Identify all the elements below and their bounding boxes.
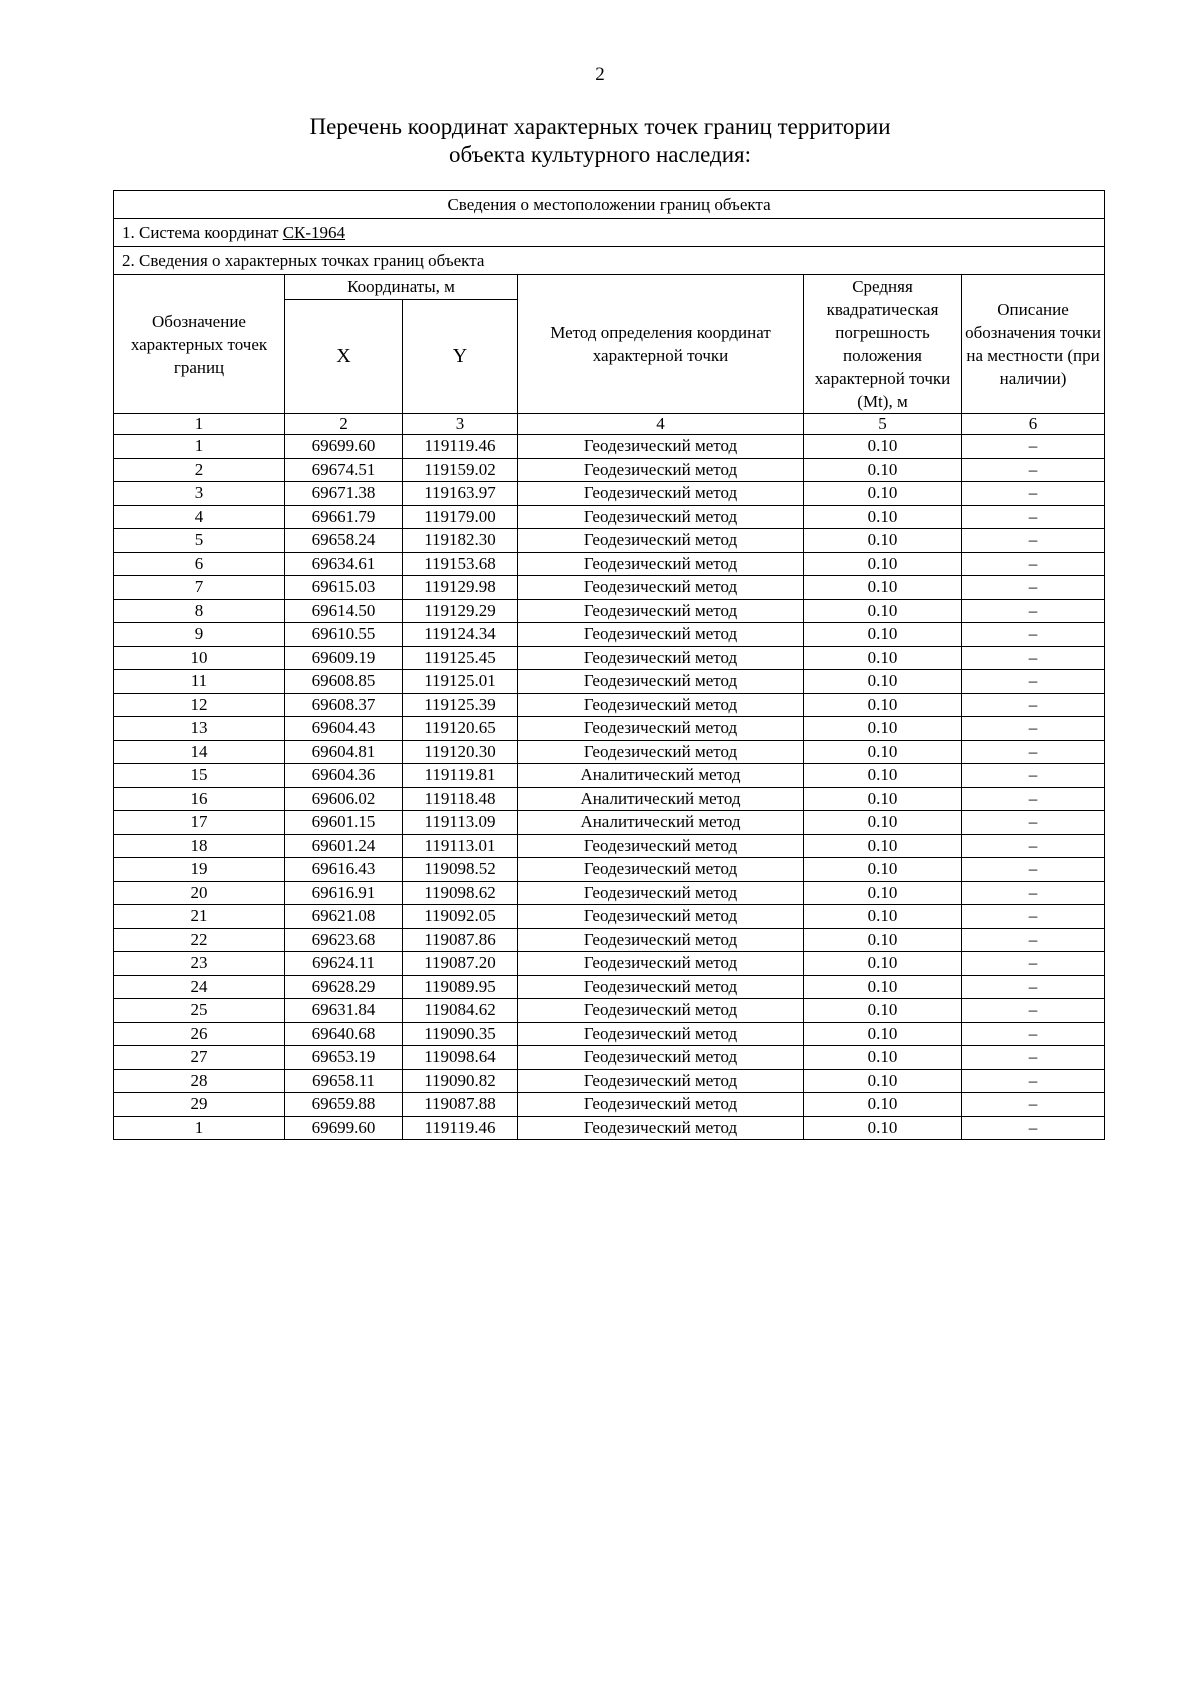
method-cell: Геодезический метод bbox=[518, 693, 804, 717]
point-number: 14 bbox=[114, 740, 285, 764]
error-cell: 0.10 bbox=[804, 975, 962, 999]
y-coordinate: 119125.39 bbox=[403, 693, 518, 717]
point-number: 24 bbox=[114, 975, 285, 999]
x-coordinate: 69604.43 bbox=[285, 717, 403, 741]
description-cell: – bbox=[962, 881, 1105, 905]
method-cell: Геодезический метод bbox=[518, 482, 804, 506]
method-cell: Геодезический метод bbox=[518, 1116, 804, 1140]
page-number: 2 bbox=[595, 64, 605, 85]
x-coordinate: 69661.79 bbox=[285, 505, 403, 529]
error-cell: 0.10 bbox=[804, 811, 962, 835]
method-cell: Геодезический метод bbox=[518, 1069, 804, 1093]
method-cell: Геодезический метод bbox=[518, 881, 804, 905]
y-coordinate: 119113.09 bbox=[403, 811, 518, 835]
method-cell: Геодезический метод bbox=[518, 975, 804, 999]
description-cell: – bbox=[962, 1069, 1105, 1093]
y-coordinate: 119119.81 bbox=[403, 764, 518, 788]
title-line-1: Перечень координат характерных точек границ территории bbox=[309, 114, 891, 139]
column-number: 6 bbox=[962, 414, 1105, 435]
y-coordinate: 119182.30 bbox=[403, 529, 518, 553]
error-cell: 0.10 bbox=[804, 834, 962, 858]
x-coordinate: 69610.55 bbox=[285, 623, 403, 647]
header-point: Обозначение характерных точек границ bbox=[114, 275, 285, 414]
point-number: 20 bbox=[114, 881, 285, 905]
table-row bbox=[114, 623, 1105, 647]
error-cell: 0.10 bbox=[804, 905, 962, 929]
method-cell: Геодезический метод bbox=[518, 576, 804, 600]
table-row bbox=[114, 740, 1105, 764]
method-cell: Аналитический метод bbox=[518, 764, 804, 788]
x-coordinate: 69609.19 bbox=[285, 646, 403, 670]
error-cell: 0.10 bbox=[804, 599, 962, 623]
description-cell: – bbox=[962, 952, 1105, 976]
point-number: 29 bbox=[114, 1093, 285, 1117]
point-number: 19 bbox=[114, 858, 285, 882]
point-number: 7 bbox=[114, 576, 285, 600]
header-row-1 bbox=[114, 275, 1105, 300]
error-cell: 0.10 bbox=[804, 928, 962, 952]
method-cell: Геодезический метод bbox=[518, 1093, 804, 1117]
points-section-title: 2. Сведения о характерных точках границ объекта bbox=[114, 247, 1105, 275]
header-error: Средняя квадратическая погрешность положения характерной точки (Mt), м bbox=[804, 275, 962, 414]
x-coordinate: 69608.37 bbox=[285, 693, 403, 717]
y-coordinate: 119090.82 bbox=[403, 1069, 518, 1093]
method-cell: Геодезический метод bbox=[518, 505, 804, 529]
error-cell: 0.10 bbox=[804, 1093, 962, 1117]
method-cell: Геодезический метод bbox=[518, 928, 804, 952]
error-cell: 0.10 bbox=[804, 458, 962, 482]
description-cell: – bbox=[962, 1116, 1105, 1140]
y-coordinate: 119120.30 bbox=[403, 740, 518, 764]
x-coordinate: 69616.43 bbox=[285, 858, 403, 882]
table-row bbox=[114, 576, 1105, 600]
description-cell: – bbox=[962, 529, 1105, 553]
error-cell: 0.10 bbox=[804, 1022, 962, 1046]
coord-system-label: 1. Система координат bbox=[122, 222, 279, 242]
coordinates-table bbox=[113, 190, 1105, 1140]
point-number: 27 bbox=[114, 1046, 285, 1070]
point-number: 25 bbox=[114, 999, 285, 1023]
point-number: 12 bbox=[114, 693, 285, 717]
error-cell: 0.10 bbox=[804, 482, 962, 506]
point-number: 22 bbox=[114, 928, 285, 952]
x-coordinate: 69614.50 bbox=[285, 599, 403, 623]
x-coordinate: 69606.02 bbox=[285, 787, 403, 811]
description-cell: – bbox=[962, 1022, 1105, 1046]
header-description: Описание обозначения точки на местности (при наличии) bbox=[962, 275, 1105, 414]
y-coordinate: 119087.88 bbox=[403, 1093, 518, 1117]
table-row bbox=[114, 482, 1105, 506]
description-cell: – bbox=[962, 552, 1105, 576]
method-cell: Геодезический метод bbox=[518, 670, 804, 694]
method-cell: Геодезический метод bbox=[518, 458, 804, 482]
description-cell: – bbox=[962, 928, 1105, 952]
point-number: 9 bbox=[114, 623, 285, 647]
table-row bbox=[114, 834, 1105, 858]
table-row bbox=[114, 928, 1105, 952]
table-row bbox=[114, 1116, 1105, 1140]
error-cell: 0.10 bbox=[804, 529, 962, 553]
header-coordinates: Координаты, м bbox=[285, 275, 518, 300]
method-cell: Аналитический метод bbox=[518, 787, 804, 811]
method-cell: Геодезический метод bbox=[518, 858, 804, 882]
table-row bbox=[114, 1093, 1105, 1117]
points-section-row bbox=[114, 247, 1105, 275]
table-row bbox=[114, 552, 1105, 576]
description-cell: – bbox=[962, 764, 1105, 788]
method-cell: Геодезический метод bbox=[518, 529, 804, 553]
table-row bbox=[114, 1069, 1105, 1093]
table-row bbox=[114, 881, 1105, 905]
column-number: 4 bbox=[518, 414, 804, 435]
column-number: 3 bbox=[403, 414, 518, 435]
error-cell: 0.10 bbox=[804, 717, 962, 741]
header-y: Y bbox=[403, 299, 518, 413]
x-coordinate: 69601.15 bbox=[285, 811, 403, 835]
description-cell: – bbox=[962, 811, 1105, 835]
y-coordinate: 119098.52 bbox=[403, 858, 518, 882]
error-cell: 0.10 bbox=[804, 505, 962, 529]
error-cell: 0.10 bbox=[804, 552, 962, 576]
y-coordinate: 119113.01 bbox=[403, 834, 518, 858]
table-row bbox=[114, 529, 1105, 553]
method-cell: Геодезический метод bbox=[518, 435, 804, 459]
point-number: 18 bbox=[114, 834, 285, 858]
x-coordinate: 69671.38 bbox=[285, 482, 403, 506]
y-coordinate: 119098.64 bbox=[403, 1046, 518, 1070]
description-cell: – bbox=[962, 670, 1105, 694]
y-coordinate: 119119.46 bbox=[403, 1116, 518, 1140]
x-coordinate: 69634.61 bbox=[285, 552, 403, 576]
table-row bbox=[114, 435, 1105, 459]
error-cell: 0.10 bbox=[804, 952, 962, 976]
description-cell: – bbox=[962, 999, 1105, 1023]
description-cell: – bbox=[962, 435, 1105, 459]
error-cell: 0.10 bbox=[804, 1069, 962, 1093]
error-cell: 0.10 bbox=[804, 858, 962, 882]
point-number: 1 bbox=[114, 1116, 285, 1140]
error-cell: 0.10 bbox=[804, 693, 962, 717]
x-coordinate: 69623.68 bbox=[285, 928, 403, 952]
x-coordinate: 69658.11 bbox=[285, 1069, 403, 1093]
x-coordinate: 69615.03 bbox=[285, 576, 403, 600]
x-coordinate: 69658.24 bbox=[285, 529, 403, 553]
title-line-2: объекта культурного наследия: bbox=[448, 142, 752, 167]
table-row bbox=[114, 858, 1105, 882]
x-coordinate: 69608.85 bbox=[285, 670, 403, 694]
table-row bbox=[114, 670, 1105, 694]
description-cell: – bbox=[962, 717, 1105, 741]
x-coordinate: 69653.19 bbox=[285, 1046, 403, 1070]
description-cell: – bbox=[962, 740, 1105, 764]
section-title: Сведения о местоположении границ объекта bbox=[114, 191, 1105, 219]
description-cell: – bbox=[962, 905, 1105, 929]
description-cell: – bbox=[962, 458, 1105, 482]
method-cell: Геодезический метод bbox=[518, 1046, 804, 1070]
x-coordinate: 69640.68 bbox=[285, 1022, 403, 1046]
x-coordinate: 69604.81 bbox=[285, 740, 403, 764]
description-cell: – bbox=[962, 975, 1105, 999]
description-cell: – bbox=[962, 787, 1105, 811]
point-number: 5 bbox=[114, 529, 285, 553]
coord-system-row bbox=[114, 219, 1105, 247]
method-cell: Геодезический метод bbox=[518, 999, 804, 1023]
description-cell: – bbox=[962, 693, 1105, 717]
table-row bbox=[114, 717, 1105, 741]
y-coordinate: 119159.02 bbox=[403, 458, 518, 482]
coord-system-cell bbox=[114, 219, 1105, 247]
y-coordinate: 119098.62 bbox=[403, 881, 518, 905]
y-coordinate: 119089.95 bbox=[403, 975, 518, 999]
document-title bbox=[0, 113, 1200, 169]
point-number: 2 bbox=[114, 458, 285, 482]
x-coordinate: 69674.51 bbox=[285, 458, 403, 482]
table-row bbox=[114, 952, 1105, 976]
x-coordinate: 69616.91 bbox=[285, 881, 403, 905]
method-cell: Геодезический метод bbox=[518, 552, 804, 576]
point-number: 11 bbox=[114, 670, 285, 694]
y-coordinate: 119163.97 bbox=[403, 482, 518, 506]
point-number: 16 bbox=[114, 787, 285, 811]
description-cell: – bbox=[962, 646, 1105, 670]
table-row bbox=[114, 458, 1105, 482]
description-cell: – bbox=[962, 858, 1105, 882]
x-coordinate: 69631.84 bbox=[285, 999, 403, 1023]
point-number: 8 bbox=[114, 599, 285, 623]
table-row bbox=[114, 764, 1105, 788]
y-coordinate: 119125.45 bbox=[403, 646, 518, 670]
description-cell: – bbox=[962, 505, 1105, 529]
y-coordinate: 119084.62 bbox=[403, 999, 518, 1023]
error-cell: 0.10 bbox=[804, 1046, 962, 1070]
table-row bbox=[114, 811, 1105, 835]
description-cell: – bbox=[962, 1093, 1105, 1117]
x-coordinate: 69628.29 bbox=[285, 975, 403, 999]
table-row bbox=[114, 599, 1105, 623]
method-cell: Геодезический метод bbox=[518, 905, 804, 929]
point-number: 15 bbox=[114, 764, 285, 788]
error-cell: 0.10 bbox=[804, 623, 962, 647]
point-number: 4 bbox=[114, 505, 285, 529]
error-cell: 0.10 bbox=[804, 764, 962, 788]
x-coordinate: 69601.24 bbox=[285, 834, 403, 858]
method-cell: Геодезический метод bbox=[518, 623, 804, 647]
point-number: 3 bbox=[114, 482, 285, 506]
x-coordinate: 69699.60 bbox=[285, 435, 403, 459]
description-cell: – bbox=[962, 599, 1105, 623]
x-coordinate: 69659.88 bbox=[285, 1093, 403, 1117]
header-method: Метод определения координат характерной точки bbox=[518, 275, 804, 414]
table-row bbox=[114, 905, 1105, 929]
table-row bbox=[114, 1022, 1105, 1046]
table-row bbox=[114, 505, 1105, 529]
point-number: 26 bbox=[114, 1022, 285, 1046]
column-number: 5 bbox=[804, 414, 962, 435]
point-number: 21 bbox=[114, 905, 285, 929]
error-cell: 0.10 bbox=[804, 740, 962, 764]
coord-system-value: СК-1964 bbox=[282, 222, 346, 242]
description-cell: – bbox=[962, 1046, 1105, 1070]
y-coordinate: 119129.29 bbox=[403, 599, 518, 623]
y-coordinate: 119153.68 bbox=[403, 552, 518, 576]
description-cell: – bbox=[962, 576, 1105, 600]
table-row bbox=[114, 999, 1105, 1023]
column-number: 1 bbox=[114, 414, 285, 435]
method-cell: Геодезический метод bbox=[518, 1022, 804, 1046]
point-number: 23 bbox=[114, 952, 285, 976]
y-coordinate: 119118.48 bbox=[403, 787, 518, 811]
point-number: 28 bbox=[114, 1069, 285, 1093]
column-number: 2 bbox=[285, 414, 403, 435]
y-coordinate: 119087.20 bbox=[403, 952, 518, 976]
error-cell: 0.10 bbox=[804, 999, 962, 1023]
y-coordinate: 119124.34 bbox=[403, 623, 518, 647]
y-coordinate: 119090.35 bbox=[403, 1022, 518, 1046]
x-coordinate: 69604.36 bbox=[285, 764, 403, 788]
method-cell: Геодезический метод bbox=[518, 740, 804, 764]
y-coordinate: 119092.05 bbox=[403, 905, 518, 929]
description-cell: – bbox=[962, 623, 1105, 647]
table-row bbox=[114, 646, 1105, 670]
error-cell: 0.10 bbox=[804, 576, 962, 600]
header-x: X bbox=[285, 299, 403, 413]
y-coordinate: 119120.65 bbox=[403, 717, 518, 741]
method-cell: Аналитический метод bbox=[518, 811, 804, 835]
error-cell: 0.10 bbox=[804, 1116, 962, 1140]
method-cell: Геодезический метод bbox=[518, 646, 804, 670]
x-coordinate: 69624.11 bbox=[285, 952, 403, 976]
method-cell: Геодезический метод bbox=[518, 599, 804, 623]
table-row bbox=[114, 787, 1105, 811]
y-coordinate: 119119.46 bbox=[403, 435, 518, 459]
error-cell: 0.10 bbox=[804, 646, 962, 670]
section-title-row bbox=[114, 191, 1105, 219]
y-coordinate: 119179.00 bbox=[403, 505, 518, 529]
method-cell: Геодезический метод bbox=[518, 952, 804, 976]
point-number: 1 bbox=[114, 435, 285, 459]
method-cell: Геодезический метод bbox=[518, 834, 804, 858]
point-number: 10 bbox=[114, 646, 285, 670]
table-row bbox=[114, 693, 1105, 717]
point-number: 17 bbox=[114, 811, 285, 835]
error-cell: 0.10 bbox=[804, 670, 962, 694]
y-coordinate: 119129.98 bbox=[403, 576, 518, 600]
error-cell: 0.10 bbox=[804, 881, 962, 905]
table-row bbox=[114, 975, 1105, 999]
x-coordinate: 69699.60 bbox=[285, 1116, 403, 1140]
error-cell: 0.10 bbox=[804, 435, 962, 459]
method-cell: Геодезический метод bbox=[518, 717, 804, 741]
description-cell: – bbox=[962, 482, 1105, 506]
y-coordinate: 119125.01 bbox=[403, 670, 518, 694]
y-coordinate: 119087.86 bbox=[403, 928, 518, 952]
point-number: 6 bbox=[114, 552, 285, 576]
point-number: 13 bbox=[114, 717, 285, 741]
error-cell: 0.10 bbox=[804, 787, 962, 811]
column-numbers-row bbox=[114, 414, 1105, 435]
x-coordinate: 69621.08 bbox=[285, 905, 403, 929]
description-cell: – bbox=[962, 834, 1105, 858]
table-row bbox=[114, 1046, 1105, 1070]
